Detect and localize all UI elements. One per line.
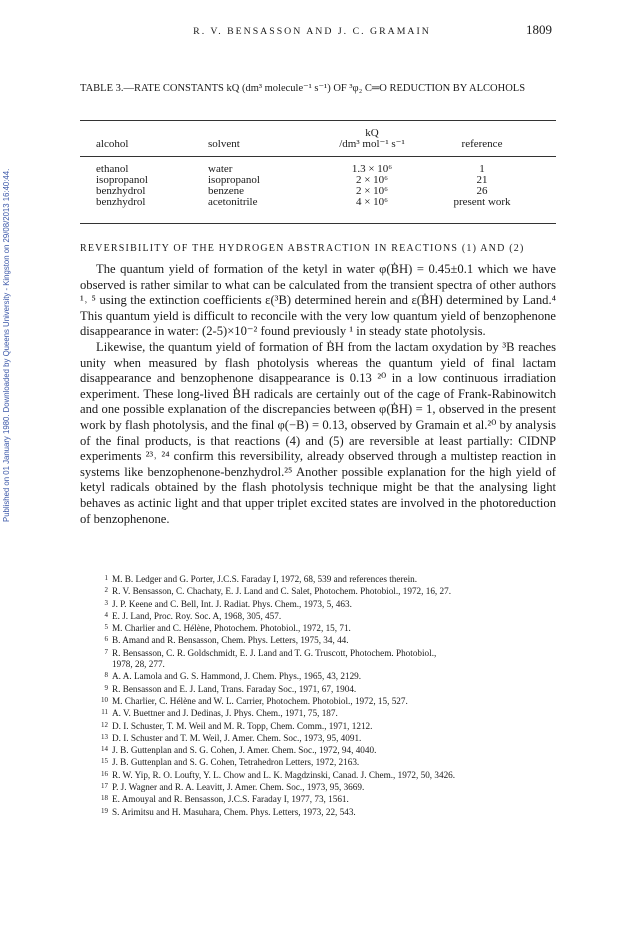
reference-item	[92, 670, 562, 682]
reference-item	[92, 769, 562, 781]
reference-item	[92, 610, 562, 622]
paragraph: Likewise, the quantum yield of formation of ḂH from the lactam oxydation by ³B reaches unity when measured by flash photolysis whereas the quantum yield of final lactam disappearance and benzophenone disappearance is 0.13 ²⁰ in a low continuous irradiation experiment. These long-lived ḂH radicals are certainly out of the cage of Frank-Rabinowitch and one possible explanation of the discrepancies between φ(ḂH) = 1, observed in the present work by flash photolysis, and the final φ(−B) = 0.13, observed by Gramain et al.²⁰ by analysis of the final products, is that reactions (4) and (5) are reversible at least partially: CIDNP experiments ²³˒ ²⁴ confirm this reversibility, already observed through a multistep reaction in systems like benzophenone-benzhydrol.²⁵ Another possible explanation for the high yield of ketyl radicals obtained by the flash photolysis technique might be that the analysing light behaves as actinic light and that upper triplet excited states are involved in the photoreduction of benzophenone.	[80, 339, 556, 526]
cell-alcohol: ethanol	[96, 163, 129, 175]
reference-number: 2	[104, 586, 108, 595]
reference-item	[92, 598, 562, 610]
reference-item	[92, 732, 562, 744]
table-header	[96, 128, 544, 150]
page-number: 1809	[526, 22, 552, 37]
section-heading: REVERSIBILITY OF THE HYDROGEN ABSTRACTION IN REACTIONS (1) AND (2)	[80, 243, 525, 254]
reference-number: 5	[104, 623, 108, 632]
reference-item	[92, 793, 562, 805]
table-row	[96, 197, 544, 208]
reference-text: R. V. Bensasson, C. Chachaty, E. J. Land and C. Salet, Photochem. Photobiol., 1972, 16, 27.	[112, 586, 451, 597]
reference-item	[92, 573, 562, 585]
reference-item	[92, 781, 562, 793]
reference-continuation: 1978, 28, 277.	[112, 659, 165, 670]
reference-text: R. W. Yip, R. O. Loufty, Y. L. Chow and L. K. Magdzinski, Canad. J. Chem., 1972, 50, 3426.	[112, 769, 456, 780]
header-alcohol: alcohol	[96, 138, 129, 150]
table-body	[96, 164, 544, 208]
cell-reference: 26	[476, 185, 488, 197]
reference-text: M. B. Ledger and G. Porter, J.C.S. Faraday I, 1972, 68, 539 and references therein.	[112, 574, 418, 584]
reference-text: D. I. Schuster, T. M. Weil and M. R. Topp, Chem. Comm., 1971, 1212.	[112, 720, 373, 731]
reference-number: 19	[101, 806, 108, 815]
cell-solvent: water	[208, 163, 233, 175]
cell-kq: 2 × 10⁶	[355, 174, 389, 186]
cell-reference: 1	[479, 163, 485, 175]
reference-item	[92, 647, 562, 659]
reference-number: 3	[104, 598, 108, 607]
reference-text: A. V. Buettner and J. Dedinas, J. Phys. Chem., 1971, 75, 187.	[112, 708, 338, 719]
reference-text: R. Bensasson, C. R. Goldschmidt, E. J. Land and T. G. Truscott, Photochem. Photobiol.,	[112, 647, 437, 658]
reference-number: 9	[104, 683, 108, 692]
cell-kq: 2 × 10⁶	[355, 185, 389, 197]
reference-number: 17	[101, 782, 108, 791]
reference-number: 13	[101, 732, 108, 741]
header-reference: reference	[461, 138, 503, 150]
reference-text: M. Charlier and C. Hélène, Photochem. Photobiol., 1972, 15, 71.	[112, 623, 351, 634]
reference-item	[92, 720, 562, 732]
reference-number: 6	[104, 635, 108, 644]
reference-list	[92, 573, 562, 818]
cell-alcohol: benzhydrol	[96, 196, 146, 208]
body-text	[80, 262, 556, 527]
reference-text: P. J. Wagner and R. A. Leavitt, J. Amer. Chem. Soc., 1973, 95, 3669.	[112, 782, 365, 793]
cell-solvent: benzene	[208, 185, 245, 197]
reference-text: J. P. Keene and C. Bell, Int. J. Radiat. Phys. Chem., 1973, 5, 463.	[112, 598, 352, 609]
header-kq: kQ	[365, 127, 379, 139]
reference-item	[92, 806, 562, 818]
reference-item	[92, 622, 562, 634]
reference-number: 10	[101, 695, 108, 704]
reference-text: J. B. Guttenplan and S. G. Cohen, Tetrahedron Letters, 1972, 2163.	[112, 757, 360, 768]
reference-number: 14	[101, 745, 108, 754]
cell-alcohol: isopropanol	[96, 174, 148, 186]
reference-number: 4	[104, 610, 108, 619]
running-head: R. V. BENSASSON AND J. C. GRAMAIN	[193, 26, 431, 37]
cell-alcohol: benzhydrol	[96, 185, 146, 197]
header-solvent: solvent	[208, 138, 240, 150]
cell-reference: present work	[453, 196, 511, 208]
reference-item	[92, 695, 562, 707]
reference-number: 12	[101, 720, 108, 729]
cell-reference: 21	[476, 174, 488, 186]
reference-text: E. Amouyal and R. Bensasson, J.C.S. Faraday I, 1977, 73, 1561.	[112, 794, 349, 805]
reference-text: B. Amand and R. Bensasson, Chem. Phys. Letters, 1975, 34, 44.	[112, 635, 349, 646]
reference-text: E. J. Land, Proc. Roy. Soc. A, 1968, 305, 457.	[112, 610, 282, 621]
table-header-rule	[80, 156, 556, 157]
reference-text: A. A. Lamola and G. S. Hammond, J. Chem. Phys., 1965, 43, 2129.	[112, 671, 362, 682]
reference-text: R. Bensasson and E. J. Land, Trans. Faraday Soc., 1971, 67, 1904.	[112, 683, 357, 694]
reference-text: J. B. Guttenplan and S. G. Cohen, J. Amer. Chem. Soc., 1972, 94, 4040.	[112, 745, 377, 756]
table-caption: TABLE 3.—RATE CONSTANTS kQ (dm³ molecule⁻¹ s⁻¹) OF ³φ₂ C═O REDUCTION BY ALCOHOLS	[80, 83, 526, 94]
cell-solvent: isopropanol	[208, 174, 260, 186]
table-top-rule	[80, 120, 556, 121]
reference-number: 11	[101, 708, 108, 717]
reference-item	[92, 707, 562, 719]
reference-item	[92, 683, 562, 695]
reference-item	[92, 634, 562, 646]
download-watermark: Published on 01 January 1980. Downloaded by Queens University - Kingston on 29/08/2013 16:40:44.	[2, 168, 11, 522]
cell-solvent: acetonitrile	[208, 196, 258, 208]
reference-text: D. I. Schuster and T. M. Weil, J. Amer. Chem. Soc., 1973, 95, 4091.	[112, 732, 362, 743]
cell-kq: 1.3 × 10⁶	[351, 163, 393, 175]
paragraph: The quantum yield of formation of the ketyl in water φ(ḂH) = 0.45±0.1 which we have observed is rather similar to what can be calculated from the transient spectra of other authors ¹˒ ⁵ using the extinction coefficients ε(³B) determined herein and ε(ḂH) determined by Land.⁴ This quantum yield is difficult to reconcile with the very low quantum yield of benzophenone disappearance in water: (2-5)×10⁻² found previously ¹ in steady state photolysis.	[80, 262, 556, 339]
reference-number: 8	[104, 671, 108, 680]
cell-kq: 4 × 10⁶	[355, 196, 389, 208]
reference-number: 18	[101, 794, 108, 803]
reference-number: 7	[104, 647, 108, 656]
reference-text: S. Arimitsu and H. Masuhara, Chem. Phys. Letters, 1973, 22, 543.	[112, 806, 356, 817]
reference-number: 16	[101, 769, 108, 778]
reference-text: M. Charlier, C. Hélène and W. L. Carrier, Photochem. Photobiol., 1972, 15, 527.	[112, 695, 408, 706]
reference-number: 1	[104, 574, 108, 582]
header-kq-units: /dm³ mol⁻¹ s⁻¹	[339, 138, 405, 150]
reference-item	[92, 756, 562, 768]
reference-item	[92, 585, 562, 597]
reference-number: 15	[101, 757, 108, 766]
table-bottom-rule	[80, 223, 556, 224]
reference-item	[92, 744, 562, 756]
